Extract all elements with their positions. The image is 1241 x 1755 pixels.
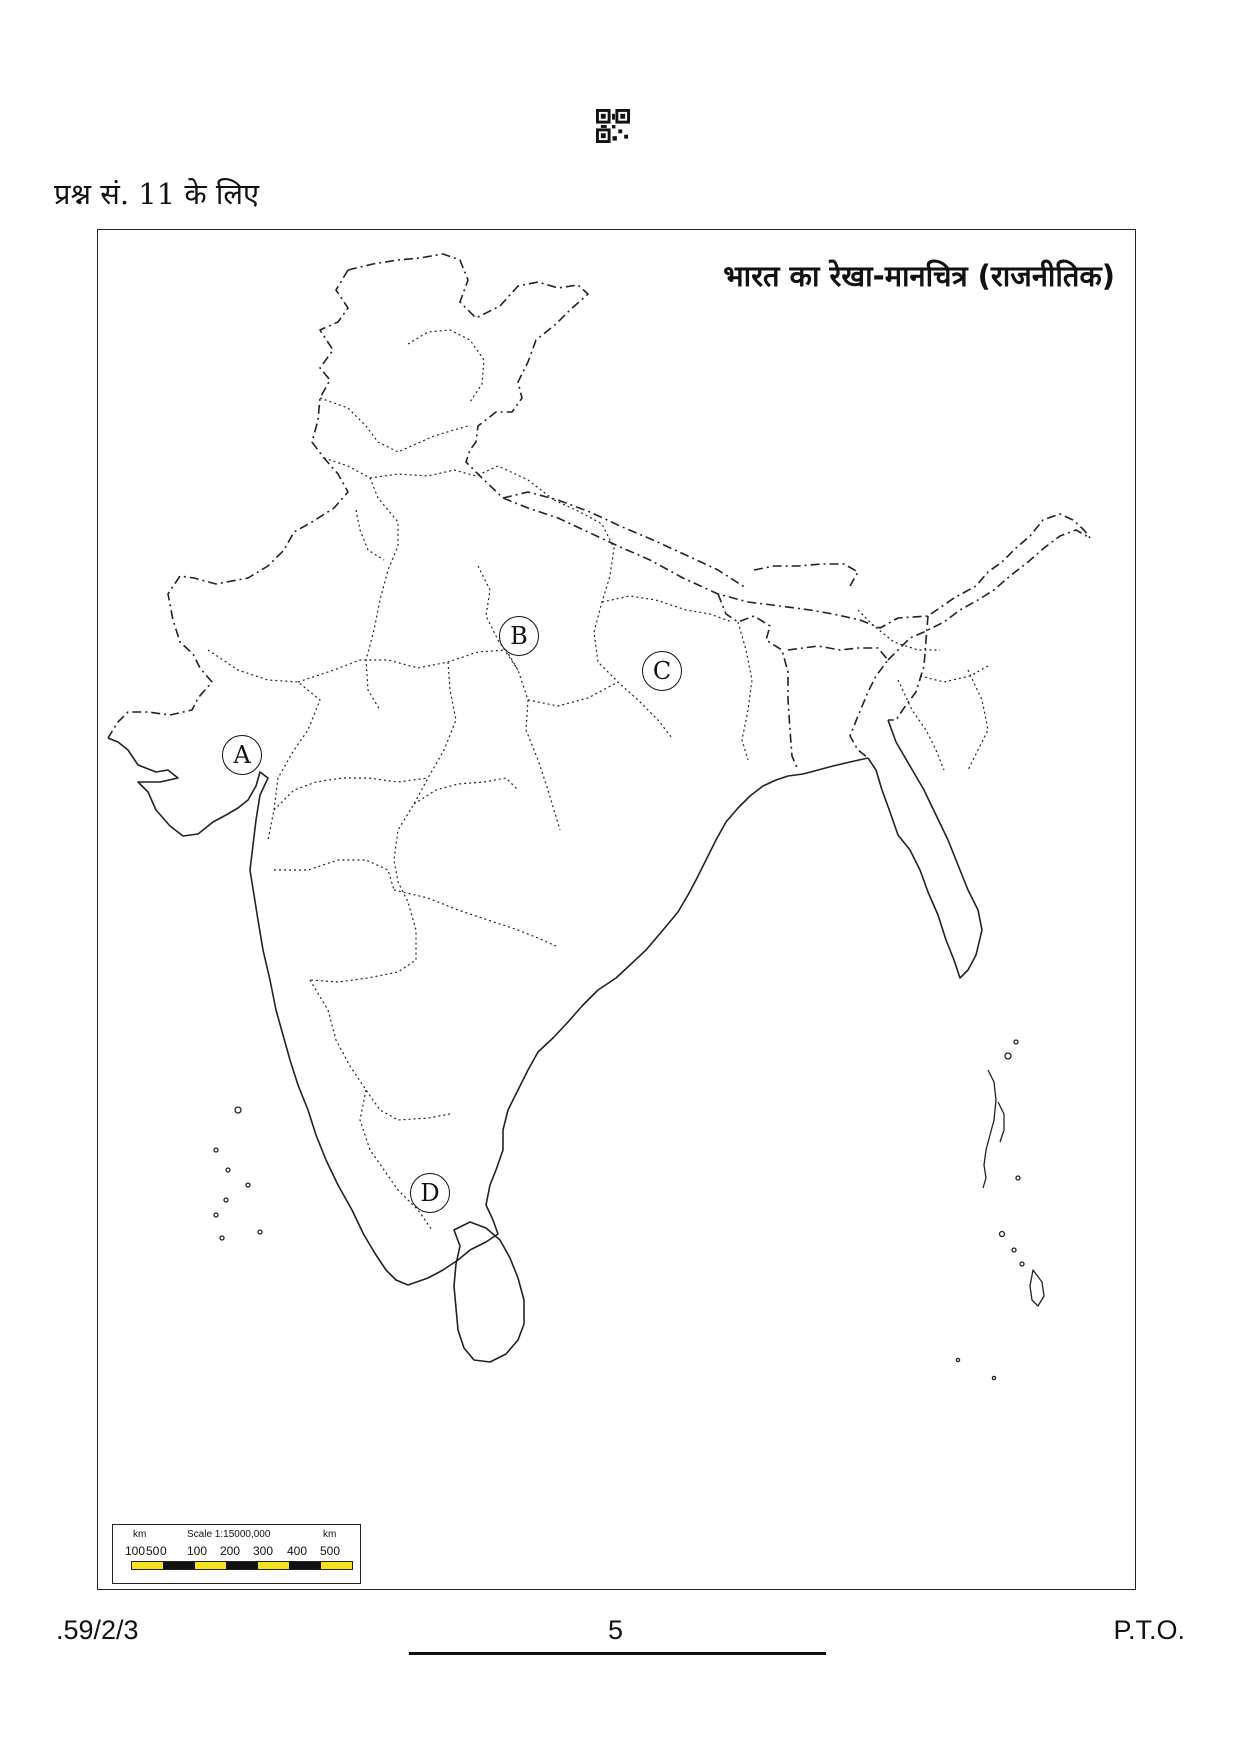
page-number: 5 xyxy=(608,1615,624,1645)
island xyxy=(220,1236,224,1240)
island xyxy=(956,1358,959,1361)
boundary-myanmar xyxy=(888,530,1090,660)
map-title: भारत का रेखा-मानचित्र (राजनीतिक) xyxy=(723,259,1115,293)
scale-segments xyxy=(131,1561,353,1570)
map-scale-bar xyxy=(112,1524,361,1584)
state-boundary xyxy=(274,778,428,810)
sri-lanka-outline xyxy=(454,1222,524,1362)
coastline-northeast xyxy=(868,720,982,978)
state-boundary xyxy=(356,510,384,560)
island xyxy=(1005,1053,1011,1059)
footer-divider xyxy=(409,1652,826,1655)
island xyxy=(214,1213,218,1217)
coastline-east xyxy=(408,758,868,1285)
international-boundary-north xyxy=(348,254,1090,628)
scale-tick-label: 500 xyxy=(320,1544,341,1558)
island xyxy=(226,1168,230,1172)
marker-b: B xyxy=(499,616,539,656)
scale-segment xyxy=(321,1562,352,1569)
map-frame xyxy=(97,229,1136,1590)
scale-segment xyxy=(132,1562,163,1569)
island xyxy=(992,1376,995,1379)
scale-tick-label: 300 xyxy=(253,1544,274,1558)
boundary-bhutan xyxy=(754,564,858,586)
state-boundary xyxy=(310,662,456,982)
island xyxy=(1014,1040,1018,1044)
boundary-bangladesh-east xyxy=(788,646,888,758)
question-reference-label: प्रश्न सं. 11 के लिए xyxy=(54,177,260,211)
island xyxy=(258,1230,262,1234)
marker-a: A xyxy=(222,735,262,775)
international-boundary-west xyxy=(108,270,348,738)
marker-c: C xyxy=(642,651,682,691)
state-boundary xyxy=(528,682,618,706)
island xyxy=(1012,1248,1016,1252)
andaman-islands xyxy=(998,1102,1004,1142)
andaman-islands xyxy=(983,1070,996,1188)
state-boundary xyxy=(554,500,672,738)
state-boundary xyxy=(274,860,394,890)
scale-segment xyxy=(289,1562,320,1569)
scale-tick-label: 100 xyxy=(187,1544,208,1558)
scale-tick-label: 100 xyxy=(125,1544,146,1558)
boundary-bangladesh xyxy=(718,594,798,770)
state-boundary xyxy=(370,466,554,500)
marker-d: D xyxy=(410,1173,450,1213)
scale-segment xyxy=(163,1562,194,1569)
state-boundary xyxy=(920,666,988,682)
scale-tick-label: 0 xyxy=(160,1544,167,1558)
island xyxy=(235,1107,241,1113)
scale-unit-right: km xyxy=(323,1529,337,1540)
state-boundary xyxy=(414,778,518,804)
scale-tick-label: 400 xyxy=(287,1544,308,1558)
india-outline-map xyxy=(98,230,1134,1588)
state-boundary xyxy=(394,890,556,946)
state-boundary xyxy=(320,398,468,452)
state-boundary xyxy=(408,330,484,402)
state-boundary xyxy=(324,458,398,710)
island xyxy=(1016,1176,1020,1180)
state-boundary xyxy=(602,596,732,622)
state-boundary xyxy=(968,670,988,770)
scale-tick-label: 50 xyxy=(146,1544,160,1558)
scale-segment xyxy=(226,1562,257,1569)
boundary-myanmar-south xyxy=(888,616,928,720)
state-boundary xyxy=(738,622,752,760)
boundary-nepal xyxy=(503,492,746,588)
state-boundary xyxy=(310,980,450,1120)
scale-tick-label: 200 xyxy=(220,1544,241,1558)
paper-code: .59/2/3 xyxy=(56,1615,139,1645)
scale-label: Scale 1:15000,000 xyxy=(187,1529,271,1540)
scale-unit-left: km xyxy=(133,1529,147,1540)
island xyxy=(1020,1262,1024,1266)
state-boundary xyxy=(298,650,560,830)
please-turn-over: P.T.O. xyxy=(1113,1615,1185,1645)
island xyxy=(214,1148,218,1152)
nicobar-islands xyxy=(1030,1270,1044,1306)
scale-segment xyxy=(258,1562,289,1569)
island xyxy=(246,1183,250,1187)
coastline-west xyxy=(108,738,408,1285)
qr-code-icon xyxy=(596,109,630,143)
island xyxy=(224,1198,228,1202)
scale-segment xyxy=(195,1562,226,1569)
island xyxy=(1000,1232,1005,1237)
